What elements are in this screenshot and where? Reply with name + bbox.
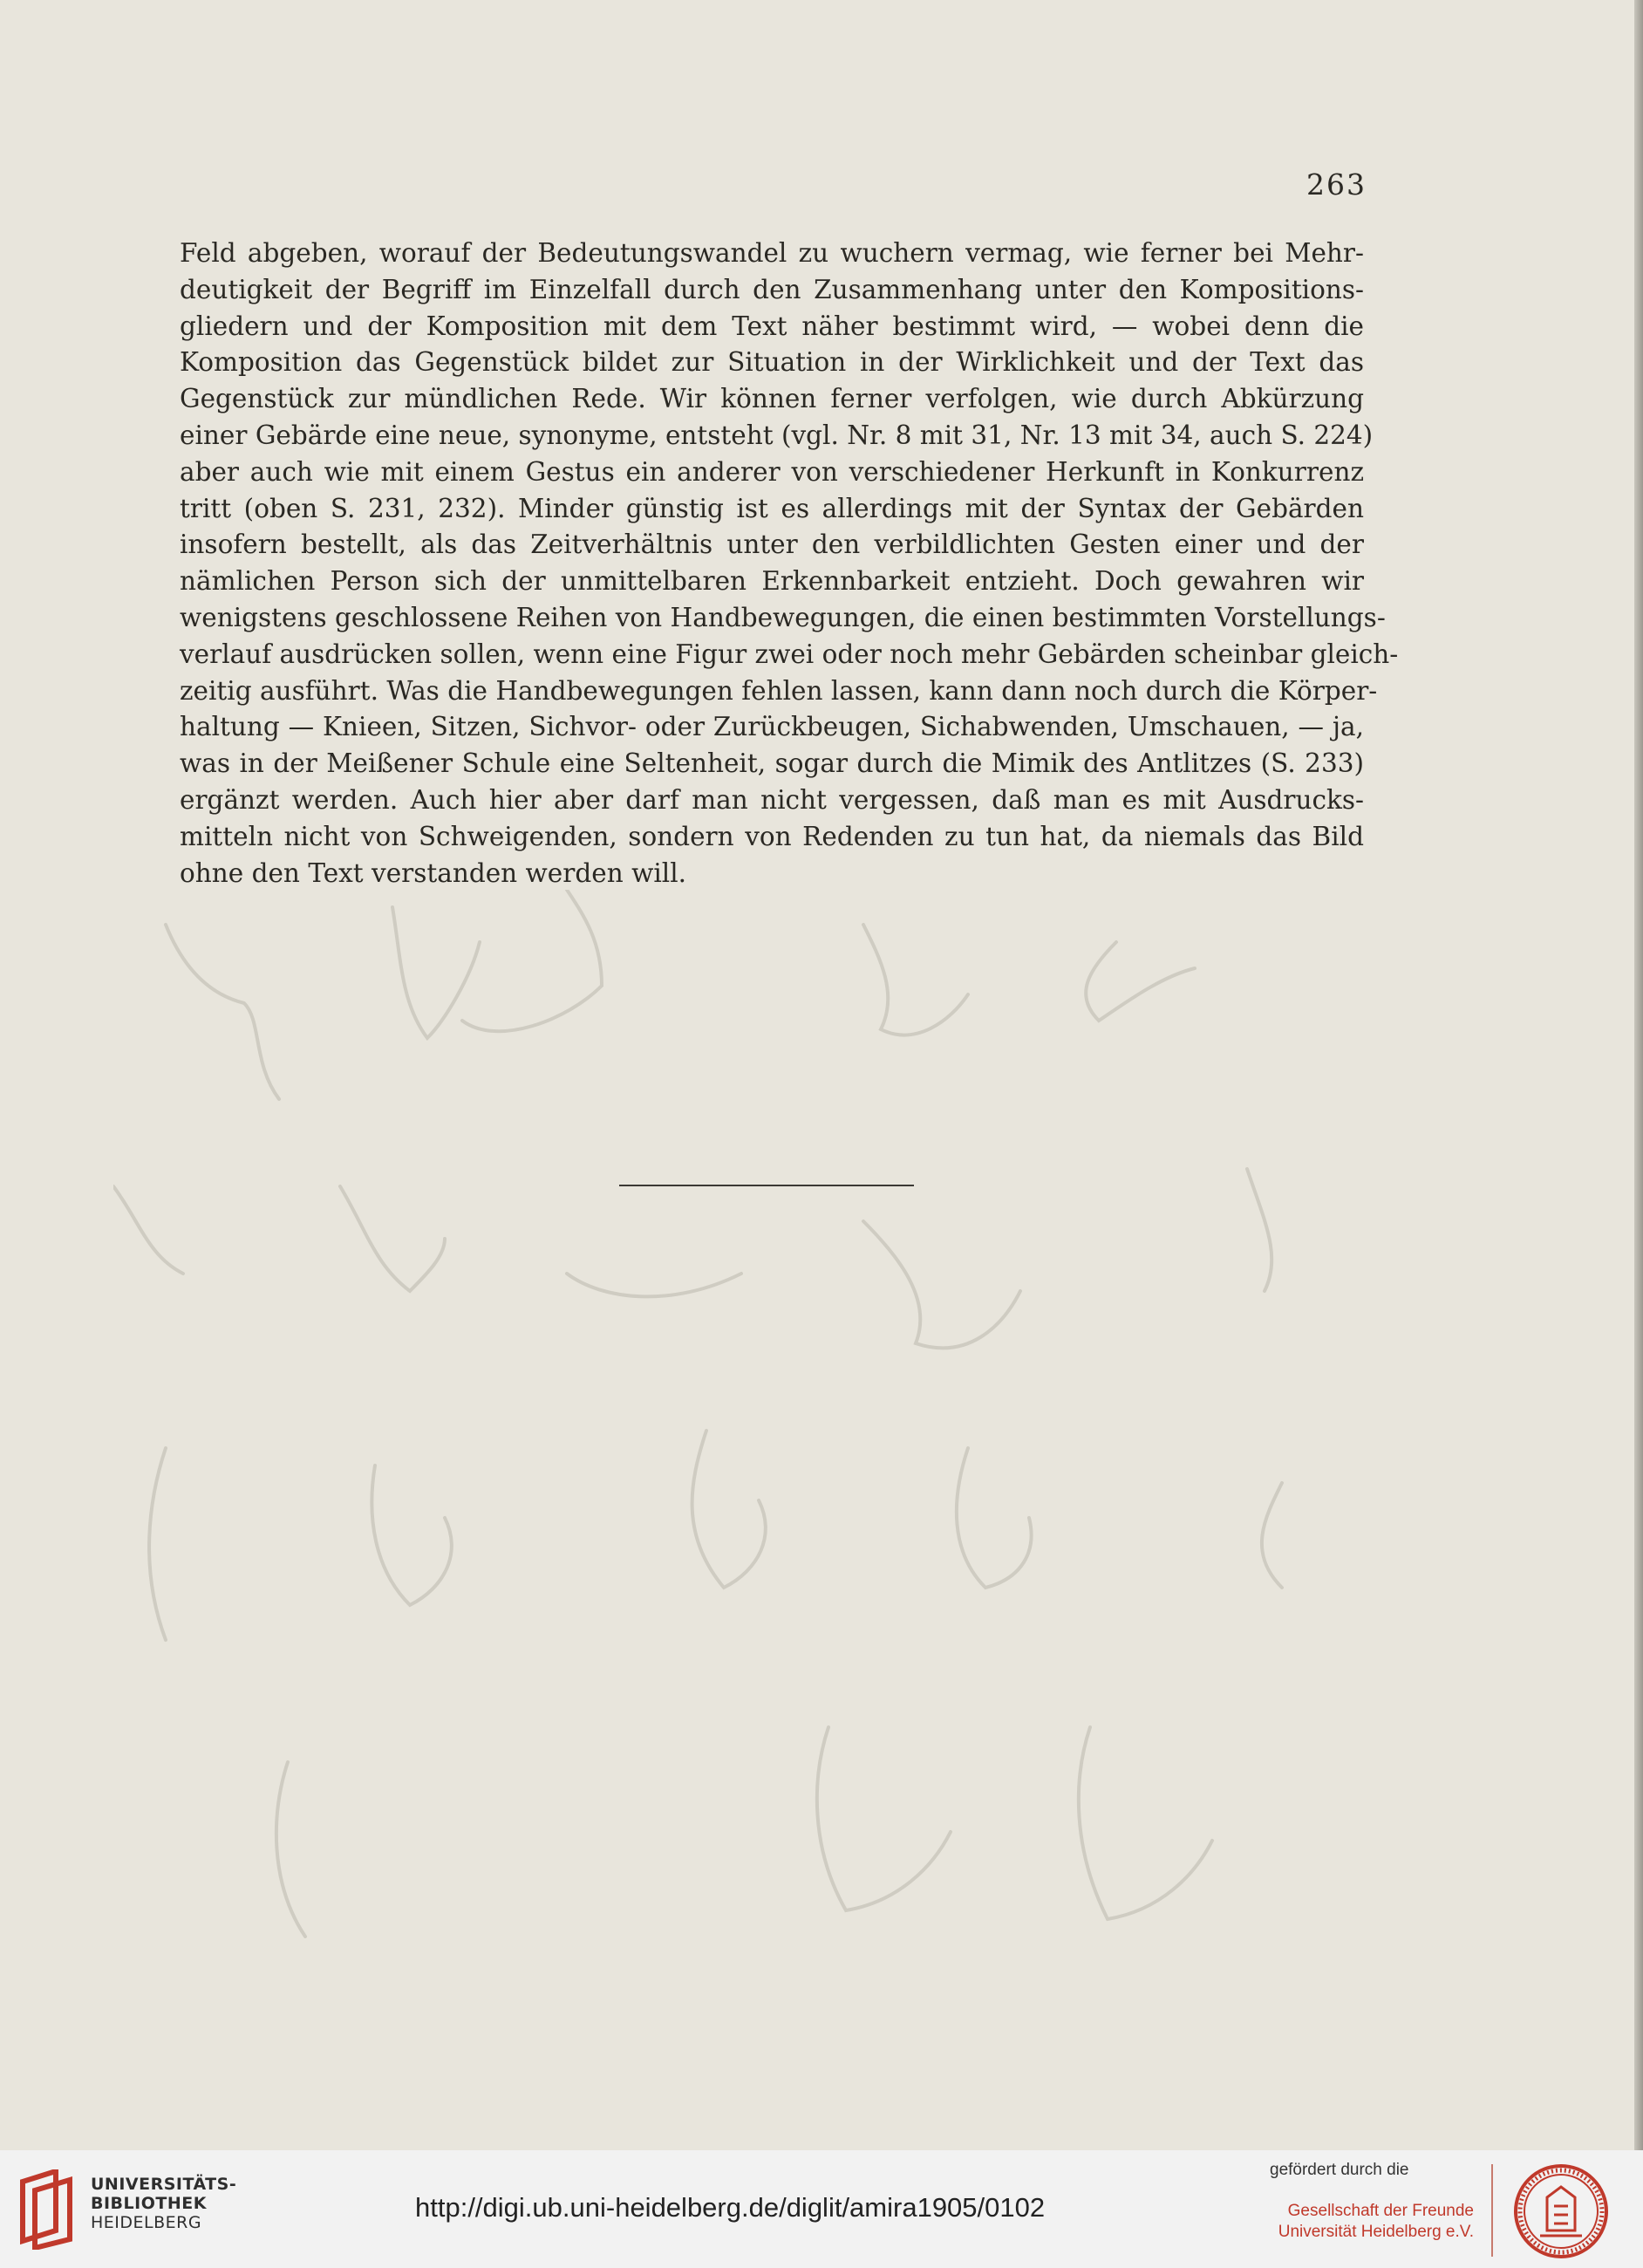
text-line: gliedern und der Komposition mit dem Text näher bestimmt wird, — wobei denn die	[180, 311, 1364, 341]
text-line: ergänzt werden. Auch hier aber darf man nicht vergessen, daß man es mit Ausdrucks-	[180, 784, 1364, 815]
footer-divider	[1491, 2164, 1493, 2257]
sponsor-name-line2: Universität Heidelberg e.V.	[1278, 2223, 1474, 2241]
text-line: aber auch wie mit einem Gestus ein anderer von verschiedener Herkunft in Konkurrenz	[180, 456, 1364, 487]
text-line: nämlichen Person sich der unmittelbaren Erkennbarkeit entzieht. Doch gewahren wir	[180, 566, 1364, 597]
text-line: zeitig ausführt. Was die Handbewegungen fehlen lassen, kann dann noch durch die Körper-	[180, 675, 1378, 706]
sponsor-label: gefördert durch die	[1270, 2161, 1409, 2179]
university-seal-icon	[1512, 2162, 1610, 2260]
page-edge-shadow	[1634, 0, 1643, 2150]
page-number: 263	[1306, 167, 1367, 202]
text-line: verlauf ausdrücken sollen, wenn eine Figur zwei oder noch mehr Gebärden scheinbar gleich-	[180, 639, 1399, 669]
text-line: Feld abgeben, worauf der Bedeutungswandel zu wuchern vermag, wie ferner bei Mehr-	[180, 238, 1364, 268]
text-line: haltung — Knieen, Sitzen, Sichvor- oder Zurückbeugen, Sichabwenden, Umschauen, — ja,	[180, 712, 1364, 742]
sponsor-name	[1256, 2201, 1474, 2243]
text-line: deutigkeit der Begriff im Einzelfall durch den Zusammenhang unter den Kompositions-	[180, 274, 1364, 304]
text-line: tritt (oben S. 231, 232). Minder günstig ist es allerdings mit der Syntax der Gebärden	[180, 493, 1364, 523]
university-library-logo-icon	[17, 2169, 80, 2250]
text-line: Komposition das Gegenstück bildet zur Situation in der Wirklichkeit und der Text das	[180, 347, 1364, 378]
library-name-line1: UNIVERSITÄTS-	[91, 2175, 237, 2194]
text-line: insofern bestellt, als das Zeitverhältnis unter den verbildlichten Gesten einer und der	[180, 529, 1364, 560]
library-city: HEIDELBERG	[91, 2213, 202, 2232]
text-line: was in der Meißener Schule eine Seltenheit, sogar durch die Mimik des Antlitzes (S. 233)	[180, 748, 1364, 779]
body-paragraph	[180, 236, 1399, 891]
library-name-line2: BIBLIOTHEK	[91, 2194, 207, 2213]
text-line: mitteln nicht von Schweigenden, sondern von Redenden zu tun hat, da niemals das Bild	[180, 821, 1364, 851]
text-line: Gegenstück zur mündlichen Rede. Wir können ferner verfolgen, wie durch Abkürzung	[180, 384, 1364, 414]
text-line: wenigstens geschlossene Reihen von Handbewegungen, die einen bestimmten Vorstellungs-	[180, 602, 1386, 632]
text-line: einer Gebärde eine neue, synonyme, entsteht (vgl. Nr. 8 mit 31, Nr. 13 mit 34, auch S. 224)	[180, 420, 1374, 450]
bleed-through-sketches	[113, 890, 1404, 2067]
text-line: ohne den Text verstanden werden will.	[180, 857, 687, 888]
sponsor-name-line1: Gesellschaft der Freunde	[1287, 2202, 1474, 2220]
library-name	[91, 2175, 236, 2232]
permalink-url[interactable]: http://digi.ub.uni-heidelberg.de/diglit/amira1905/0102	[415, 2192, 1046, 2223]
footer-bar	[0, 2150, 1643, 2268]
